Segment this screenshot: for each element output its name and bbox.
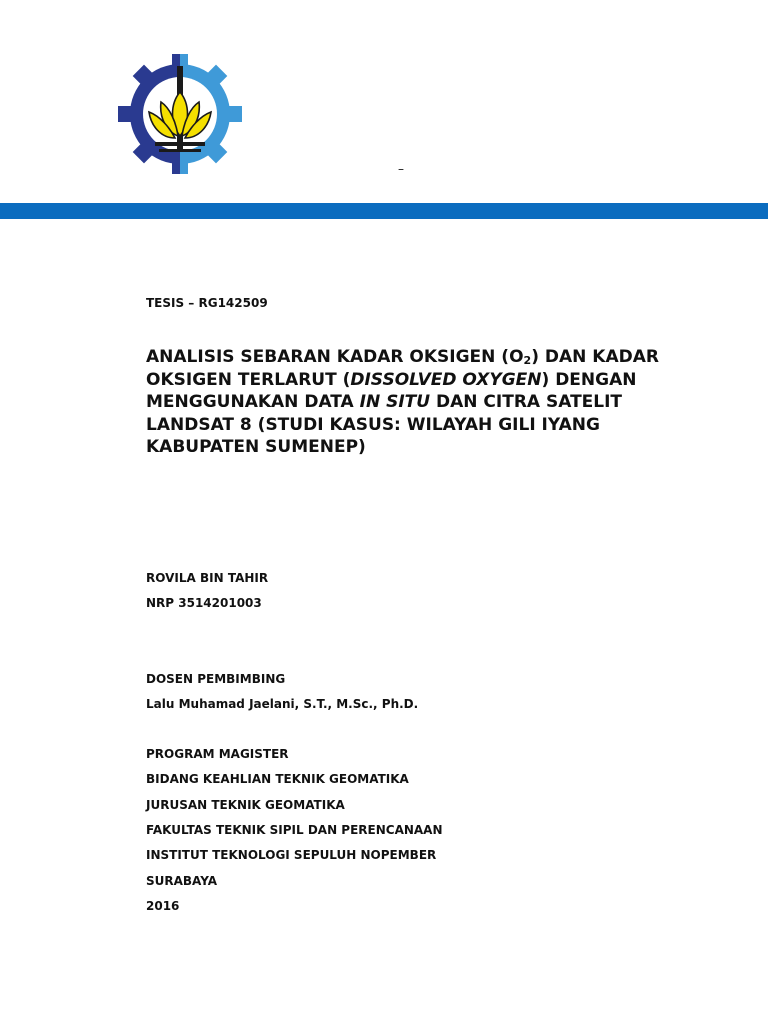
its-logo [115, 52, 245, 176]
city-label: SURABAYA [146, 874, 218, 888]
gear-lotus-icon [115, 52, 245, 176]
author-nrp: NRP 3514201003 [146, 596, 262, 610]
bidang-label: BIDANG KEAHLIAN TEKNIK GEOMATIKA [146, 772, 409, 786]
author-name: ROVILA BIN TAHIR [146, 571, 269, 585]
title-line-3: MENGGUNAKAN DATA IN SITU DAN CITRA SATELIT [146, 392, 623, 412]
jurusan-label: JURUSAN TEKNIK GEOMATIKA [146, 798, 345, 812]
year-label: 2016 [146, 899, 180, 913]
title-line-1: ANALISIS SEBARAN KADAR OKSIGEN $(O_2)$ DAN KADAR [146, 347, 659, 367]
institut-label: INSTITUT TEKNOLOGI SEPULUH NOPEMBER [146, 848, 437, 862]
blue-header-band [0, 203, 768, 219]
tesis-code: TESIS – RG142509 [146, 296, 268, 310]
title-line-5: KABUPATEN SUMENEP) [146, 437, 366, 457]
fakultas-label: FAKULTAS TEKNIK SIPIL DAN PERENCANAAN [146, 823, 443, 837]
program-label: PROGRAM MAGISTER [146, 747, 289, 761]
header-dash-mark: – [398, 162, 404, 176]
supervisor-heading: DOSEN PEMBIMBING [146, 672, 286, 686]
supervisor-name: Lalu Muhamad Jaelani, S.T., M.Sc., Ph.D. [146, 697, 419, 711]
title-line-4: LANDSAT 8 (STUDI KASUS: WILAYAH GILI IYANG [146, 414, 600, 435]
title-line-2: OKSIGEN TERLARUT (DISSOLVED OXYGEN) DENGAN [146, 369, 637, 390]
thesis-title [146, 346, 659, 459]
